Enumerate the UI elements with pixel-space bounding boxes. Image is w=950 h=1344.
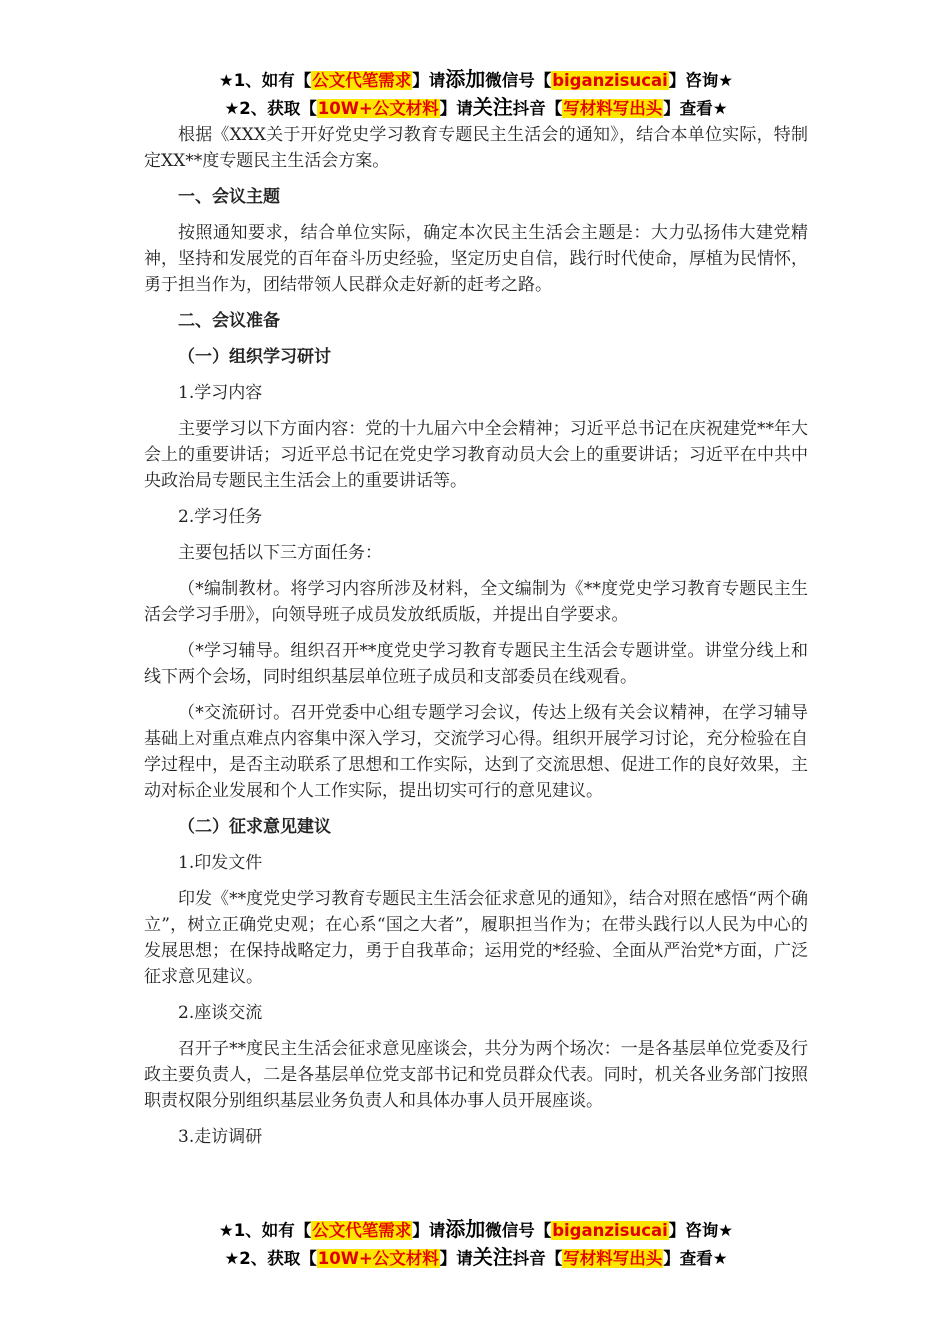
section-2-heading: 二、会议准备 <box>178 311 280 331</box>
item-2-2-1-heading: 1.印发文件 <box>178 853 263 873</box>
subsection-2-1-heading: （一）组织学习研讨 <box>178 347 331 367</box>
douyin-id: 写材料写出头 <box>563 99 663 118</box>
douyin-id: 写材料写出头 <box>563 1249 663 1268</box>
item-2-2-2-paragraph: 召开子**度民主生活会征求意见座谈会，共分为两个场次：一是各基层单位党委及行政主要负责人，二是各基层单位党支部书记和党员群众代表。同时，机关各业务部门按照职责权限分别组织基层业务负责人和具体办事人员开展座谈。 <box>144 1039 808 1111</box>
item-2-2-2-heading: 2.座谈交流 <box>178 1003 263 1023</box>
wechat-id: biganzisucai <box>552 71 668 90</box>
promo-line-1: ★1、如有【公文代笔需求】请添加微信号【biganzisucai】咨询★ <box>218 1217 734 1241</box>
item-2-1-1-heading: 1.学习内容 <box>178 383 263 403</box>
subsection-2-2-heading: （二）征求意见建议 <box>178 817 331 837</box>
highlight-text: 10W+公文材料 <box>317 99 439 118</box>
task-3-paragraph: （*交流研讨。召开党委中心组专题学习会议，传达上级有关会议精神，在学习辅导基础上对重点难点内容集中深入学习，交流学习心得。组织开展学习讨论，充分检验在自学过程中，是否主动联系了思想和工作实际，达到了交流思想、促进工作的良好效果，主动对标企业发展和个人工作实际，提出切实可行的意见建议。 <box>144 703 808 801</box>
highlight-text: 公文代笔需求 <box>312 71 412 90</box>
promo-line-2: ★2、获取【10W+公文材料】请关注抖音【写材料写出头】查看★ <box>224 1245 728 1269</box>
section-1-paragraph: 按照通知要求，结合单位实际，确定本次民主生活会主题是：大力弘扬伟大建党精神，坚持和发展党的百年奋斗历史经验，坚定历史自信，践行时代使命，厚植为民情怀，勇于担当作为，团结带领人民群众走好新的赶考之路。 <box>144 223 808 295</box>
task-2-paragraph: （*学习辅导。组织召开**度党史学习教育专题民主生活会专题讲堂。讲堂分线上和线下两个会场，同时组织基层单位班子成员和支部委员在线观看。 <box>144 641 808 687</box>
promo-line-2: ★2、获取【10W+公文材料】请关注抖音【写材料写出头】查看★ <box>224 95 728 119</box>
wechat-id: biganzisucai <box>552 1221 668 1240</box>
item-2-1-2-paragraph: 主要包括以下三方面任务： <box>178 543 382 563</box>
task-1-paragraph: （*编制教材。将学习内容所涉及材料，全文编制为《**度党史学习教育专题民主生活会学习手册》，向领导班子成员发放纸质版，并提出自学要求。 <box>144 579 808 625</box>
promo-banner-bottom <box>144 1216 808 1272</box>
item-2-1-2-heading: 2.学习任务 <box>178 507 263 527</box>
intro-paragraph: 根据《XXX关于开好党史学习教育专题民主生活会的通知》，结合本单位实际，特制定XX**度专题民主生活会方案。 <box>144 125 808 171</box>
item-2-2-1-paragraph: 印发《**度党史学习教育专题民主生活会征求意见的通知》，结合对照在感悟“两个确立”，树立正确党史观；在心系“国之大者”，履职担当作为；在带头践行以人民为中心的发展思想；在保持战略定力，勇于自我革命；运用党的*经验、全面从严治党*方面，广泛征求意见建议。 <box>144 889 808 987</box>
document-page <box>144 66 808 1150</box>
promo-line-1: ★1、如有【公文代笔需求】请添加微信号【biganzisucai】咨询★ <box>218 67 734 91</box>
section-1-heading: 一、会议主题 <box>178 187 280 207</box>
highlight-text: 10W+公文材料 <box>317 1249 439 1268</box>
highlight-text: 公文代笔需求 <box>312 1221 412 1240</box>
item-2-2-3-heading: 3.走访调研 <box>178 1127 263 1147</box>
item-2-1-1-paragraph: 主要学习以下方面内容：党的十九届六中全会精神；习近平总书记在庆祝建党**年大会上的重要讲话；习近平总书记在党史学习教育动员大会上的重要讲话；习近平在中共中央政治局专题民主生活会上的重要讲话等。 <box>144 419 808 491</box>
document-body <box>144 122 808 1150</box>
promo-banner-top <box>144 66 808 122</box>
